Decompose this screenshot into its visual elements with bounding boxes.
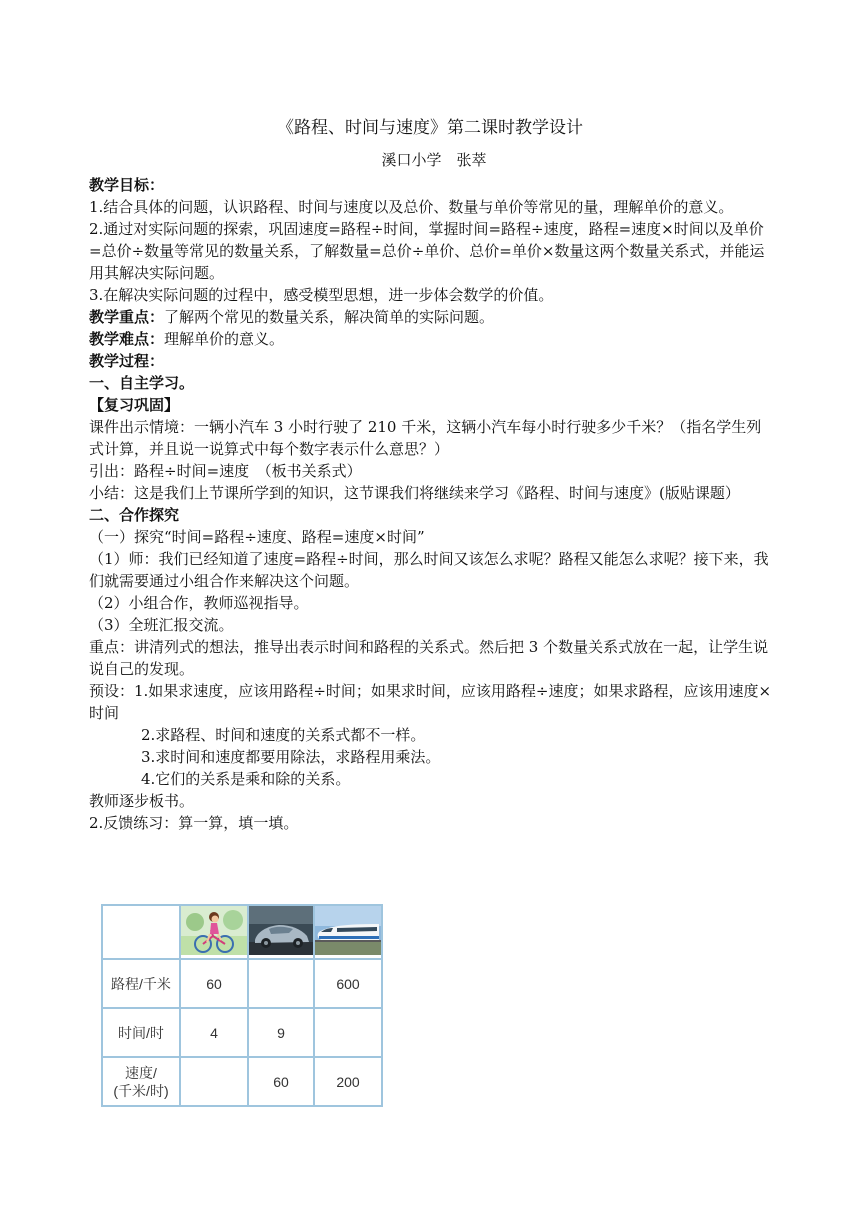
header-bicycle-cell bbox=[180, 905, 248, 959]
cell-speed-train: 200 bbox=[314, 1057, 382, 1106]
exercise-table-figure bbox=[101, 904, 385, 1101]
difficulty-label: 教学难点： bbox=[89, 330, 165, 348]
process-heading: 教学过程： bbox=[89, 352, 165, 370]
goals-heading: 教学目标： bbox=[89, 176, 165, 194]
preset-1: 预设：1.如果求速度，应该用路程÷时间；如果求时间，应该用路程÷速度；如果求路程，应该用速度×时间 bbox=[89, 682, 772, 722]
author-line: 溪口小学 张萃 bbox=[381, 151, 487, 169]
row-label-speed bbox=[102, 1057, 180, 1106]
key-point bbox=[89, 306, 775, 328]
table-header-row bbox=[102, 905, 382, 959]
cell-speed-bicycle bbox=[180, 1057, 248, 1106]
key-point-text: 了解两个常见的数量关系，解决简单的实际问题。 bbox=[164, 308, 495, 326]
explore-title: （一）探究“时间=路程÷速度、路程=速度×时间” bbox=[89, 528, 425, 546]
row-label-speed-line2: (千米/时) bbox=[113, 1082, 169, 1099]
board-text: 教师逐步板书。 bbox=[89, 792, 195, 810]
table-row-time bbox=[102, 1008, 382, 1057]
preset-4: 4.它们的关系是乘和除的关系。 bbox=[141, 770, 351, 788]
document-title: 《路程、时间与速度》第二课时教学设计 bbox=[277, 118, 583, 138]
header-empty-cell bbox=[102, 905, 180, 959]
cell-time-bicycle: 4 bbox=[180, 1008, 248, 1057]
header-car-cell bbox=[248, 905, 314, 959]
document-body bbox=[89, 174, 775, 834]
intro-text: 引出：路程÷时间=速度 （板书关系式） bbox=[89, 462, 362, 480]
review-heading: 【复习巩固】 bbox=[89, 396, 180, 414]
difficulty bbox=[89, 328, 775, 350]
goal-1: 1.结合具体的问题，认识路程、时间与速度以及总价、数量与单价等常见的量，理解单价的意义。 bbox=[89, 198, 734, 216]
preset-3: 3.求时间和速度都要用除法，求路程用乘法。 bbox=[141, 748, 441, 766]
difficulty-text: 理解单价的意义。 bbox=[164, 330, 285, 348]
part1-heading: 一、自主学习。 bbox=[89, 374, 195, 392]
exercise-table bbox=[101, 904, 383, 1107]
high-speed-train-icon bbox=[315, 906, 381, 955]
row-label-distance: 路程/千米 bbox=[102, 959, 180, 1008]
goal-2: 2.通过对实际问题的探索，巩固速度=路程÷时间，掌握时间=路程÷速度，路程=速度×时间以及单价=总价÷数量等常见的数量关系，了解数量=总价÷单价、总价=单价×数量这两个数量关系式，并能运用其解决实际问题。 bbox=[89, 220, 765, 282]
header-train-cell bbox=[314, 905, 382, 959]
row-label-time: 时间/时 bbox=[102, 1008, 180, 1057]
review-text: 课件出示情境：一辆小汽车 3 小时行驶了 210 千米，这辆小汽车每小时行驶多少千米？（指名学生列式计算，并且说一说算式中每个数字表示什么意思？） bbox=[89, 418, 762, 458]
summary-text: 小结：这是我们上节课所学到的知识，这节课我们将继续来学习《路程、时间与速度》(版贴课题） bbox=[89, 484, 740, 502]
cell-distance-train: 600 bbox=[314, 959, 382, 1008]
cell-distance-car bbox=[248, 959, 314, 1008]
key-point-label: 教学重点： bbox=[89, 308, 165, 326]
car-icon bbox=[249, 906, 313, 955]
step-2: （2）小组合作，教师巡视指导。 bbox=[89, 594, 309, 612]
feedback-text: 2.反馈练习：算一算，填一填。 bbox=[89, 814, 299, 832]
goal-3: 3.在解决实际问题的过程中，感受模型思想，进一步体会数学的价值。 bbox=[89, 286, 554, 304]
table-row-distance bbox=[102, 959, 382, 1008]
girl-on-bicycle-icon bbox=[181, 906, 247, 955]
table-row-speed bbox=[102, 1057, 382, 1106]
step-1: （1）师：我们已经知道了速度=路程÷时间，那么时间又该怎么求呢？路程又能怎么求呢？接下来，我们就需要通过小组合作来解决这个问题。 bbox=[89, 550, 769, 590]
cell-time-train bbox=[314, 1008, 382, 1057]
cell-distance-bicycle: 60 bbox=[180, 959, 248, 1008]
cell-speed-car: 60 bbox=[248, 1057, 314, 1106]
focus-text: 重点：讲清列式的想法，推导出表示时间和路程的关系式。然后把 3 个数量关系式放在一起，让学生说说自己的发现。 bbox=[89, 638, 769, 678]
cell-time-car: 9 bbox=[248, 1008, 314, 1057]
part2-heading: 二、合作探究 bbox=[89, 506, 180, 524]
row-label-speed-line1: 速度/ bbox=[125, 1064, 157, 1081]
preset-2: 2.求路程、时间和速度的关系式都不一样。 bbox=[141, 726, 426, 744]
step-3: （3）全班汇报交流。 bbox=[89, 616, 234, 634]
